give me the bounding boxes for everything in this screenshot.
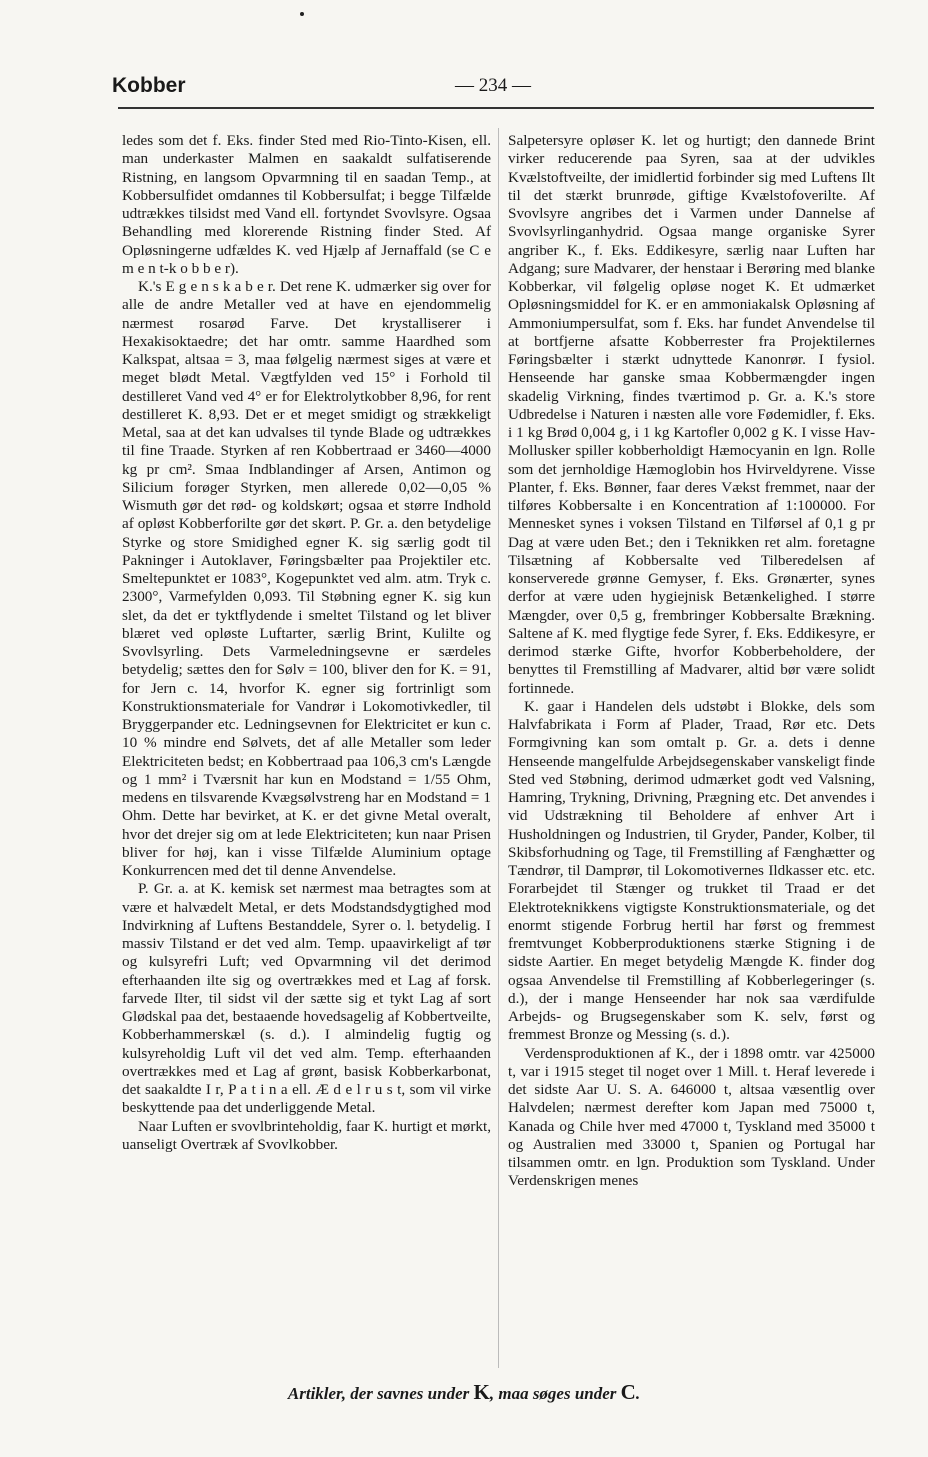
running-head-title: Kobber — [112, 74, 186, 97]
footer-letter: C — [620, 1380, 636, 1404]
column-divider — [498, 128, 499, 1368]
paragraph: Salpetersyre opløser K. let og hurtigt; den dannede Brint virker reducerende paa Syren, saa at der udvikles Kvælstoftveilte, der imidlertid forbinder sig med Luftens Ilt til det stærkt brunrøde, giftige Kvælstofoverilte. Af Svovlsyre angribes det i Varmen under Dannelse af Svovlsyrlinganhydrid. Ogsaa mange organiske Syrer angriber K., f. Eks. Eddikesyre, særlig naar Luften har Adgang; sure Madvarer, der henstaar i Berøring med blanke Kobberkar, vil følgelig opløse noget K. Et udmærket Opløsningsmiddel for K. er en ammoniakalsk Opløsning af Ammoniumpersulfat, som f. Eks. har fundet Anvendelse til at bortfjerne afsatte Kobberrester fra Projektilernes Føringsbælter i stærkt udnyttede Kanonrør. I fysiol. Henseende har ganske smaa Kobbermængder ingen skadelig Virkning, findes tværtimod p. Gr. a. K.'s store Udbredelse i Naturen i næsten alle vore Fødemidler, f. Eks. i 1 kg Brød 0,004 g, i 1 kg Kartofler 0,002 g K. I visse Hav-Mollusker spiller kobberholdigt Hæmocyanin en lgn. Rolle som det jernholdige Hæmoglobin hos Hvirveldyrene. Visse Planter, f. Eks. Bønner, faar deres Vækst fremmet, naar der tilføres Kobbersalte i en Koncentration af 1:100000. For Mennesket synes i voksen Tilstand en Tilførsel af 0,1 g pr Dag at være uden Bet.; den i Teknikken ret alm. foretagne Tilsætning af Kobbersalte ved Tilberedelsen af konserverede grønne Gemyser, f. Eks. Grønærter, synes derfor at være uden hygiejnisk Betænkelighed. I større Mængder, over 0,5 g, frembringer Kobbersalte Brækning. Saltene af K. med flygtige fede Syrer, f. Eks. Eddikesyre, er derimod stærke Gifte, hvorfor Kobberbeholdere, der benyttes til Fremstilling af Madvarer, altid bør være solidt fortinnede. — [508, 132, 875, 697]
right-column — [508, 132, 875, 1191]
print-speck — [300, 12, 304, 16]
header-rule — [118, 107, 874, 109]
footer-letter: K — [473, 1380, 490, 1404]
footer-note — [0, 1380, 928, 1405]
paragraph: K.'s E g e n s k a b e r. Det rene K. udmærker sig over for alle de andre Metaller ved at have en ejendommelig nærmest rosarød Farve. Det krystalliserer i Hexakisoktaedre; det har omtr. samme Haardhed som Kalkspat, altsaa = 3, maa følgelig nærmest siges at være et meget blødt Metal. Vægtfylden ved 15° i Forhold til destilleret Vand ved 4° er for Elektrolytkobber 8,96, for rent destilleret K. 8,93. Det er et meget smidigt og strækkeligt Metal, saa at det kan udvalses til tynde Blade og udtrækkes til fine Traade. Styrken af ren Kobbertraad er 3460—4000 kg pr cm². Smaa Indblandinger af Arsen, Antimon og Silicium forøger Styrken, men allerede 0,02—0,05 % Wismuth gør det rød- og koldskørt; ogsaa et større Indhold af opløst Kobberforilte gør det skørt. P. Gr. a. den betydelige Styrke og store Smidighed egner K. sig særlig godt til Pakninger i Autoklaver, Føringsbælter paa Projektiler etc. Smeltepunktet er 1083°, Kogepunktet ved alm. atm. Tryk c. 2300°, Varmefylden 0,093. Til Støbning egner K. sig kun slet, da det er tyktflydende i smeltet Tilstand og let bliver blæret ved opløste Luftarter, særlig Brint, Kulilte og Svovlsyrling. Dets Varmeledningsevne er særdeles betydelig; sættes den for Sølv = 100, bliver den for K. = 91, for Jern c. 14, hvorfor K. egner sig fortrinligt som Konstruktionsmateriale for Vandrør i Lokomotivkedler, til Bryggerpander etc. Ledningsevnen for Elektricitet er kun c. 10 % mindre end Sølvets, det af alle Metaller som leder Elektriciteten bedst; en Kobbertraad paa 106,3 cm's Længde og 1 mm² i Tværsnit har kun en Modstand = 1/55 Ohm, medens en tilsvarende Kvægsølvstreng har en Modstand = 1 Ohm. Dette har bevirket, at K. er det givne Metal overalt, hvor det drejer sig om at lede Elektriciteten; kun naar Prisen bliver for høj, kan i visse Tilfælde Aluminium optage Konkurrencen med det til denne Anvendelse. — [122, 278, 491, 879]
footer-text: . — [635, 1384, 641, 1403]
page-number: — 234 — — [455, 75, 531, 96]
paragraph: P. Gr. a. at K. kemisk set nærmest maa betragtes som at være et halvædelt Metal, er dets Modstandsdygtighed mod Indvirkning af Luftens Bestanddele, Syrer o. l. betydelig. I massiv Tilstand er det ved alm. Temp. upaavirkeligt af tør og kulsyrefri Luft; ved Opvarmning vil det derimod efterhaanden ilte sig og overtrækkes med et Lag af forsk. farvede Ilter, til sidst vil der sætte sig et tykt Lag af sort Glødskal paa det, bestaaende hovedsagelig af Kobbertveilte, Kobberhammerskæl (s. d.). I almindelig fugtig og kulsyreholdig Luft vil det ved alm. Temp. efterhaanden overtrækkes med et Lag af grønt, basisk Kobberkarbonat, det saakaldte I r, P a t i n a ell. Æ d e l r u s t, som vil virke beskyttende paa det underliggende Metal. — [122, 880, 491, 1117]
paragraph: K. gaar i Handelen dels udstøbt i Blokke, dels som Halvfabrikata i Form af Plader, Traad, Rør etc. Dets Formgivning kan som omtalt p. Gr. a. dets i denne Henseende mangelfulde Arbejdsegenskaber vanskeligt finde Sted ved Støbning, derimod udmærket godt ved Valsning, Hamring, Trykning, Drivning, Prægning etc. Det anvendes i vid Udstrækning til Beholdere af enhver Art i Husholdningen og Industrien, til Gryder, Pander, Kolber, til Skibsforhudning og Tage, til Fremstilling af Fænghætter og Tændrør, til Damprør, til Lokomotivernes Ildkasser etc. etc. Forarbejdet til Stænger og trukket til Traad er det Elektroteknikkens vigtigste Konstruktionsmateriale, og det enormt stigende Forbrug hertil har først og fremmest fremtvunget Kobberproduktionens stærke Stigning i de sidste Aartier. En meget betydelig Mængde K. finder dog ogsaa Anvendelse til Fremstilling af Kobberlegeringer (s. d.), der i mange Henseender har nok saa værdifulde Arbejds- og Brugsegenskaber som K. selv, først og fremmest Bronze og Messing (s. d.). — [508, 697, 875, 1044]
left-column — [122, 132, 491, 1154]
paragraph: Verdensproduktionen af K., der i 1898 omtr. var 425000 t, var i 1915 steget til noget over 1 Mill. t. Heraf leverede i det sidste Aar U. S. A. 646000 t, altsaa væsentlig over Halvdelen; nærmest derefter kom Japan med 75000 t, Kanada og Chile hver med 47000 t, Tyskland med 35000 t og Australien med 33000 t, Spanien og Portugal har tilsammen omtr. en lgn. Produktion som Tyskland. Under Verdenskrigen menes — [508, 1044, 875, 1190]
paragraph: Naar Luften er svovlbrinteholdig, faar K. hurtigt et mørkt, uanseligt Overtræk af Svovlkobber. — [122, 1117, 492, 1153]
footer-text: , maa søges under — [489, 1384, 621, 1403]
footer-text: Artikler, der savnes under — [287, 1384, 474, 1403]
page-header — [112, 74, 874, 100]
paragraph: ledes som det f. Eks. finder Sted med Rio-Tinto-Kisen, ell. man underkaster Malmen en saakaldt sulfatiserende Ristning, en langsom Opvarmning til en saadan Temp., at Kobbersulfidet omdannes til Kobbersulfat; i begge Tilfælde udtrækkes tilsidst med Vand ell. fortyndet Svovlsyre. Ogsaa Behandling med klorerende Ristning finder Sted. Af Opløsningerne udfældes K. ved Hjælp af Jernaffald (se C e m e n t-k o b b e r). — [122, 132, 491, 277]
